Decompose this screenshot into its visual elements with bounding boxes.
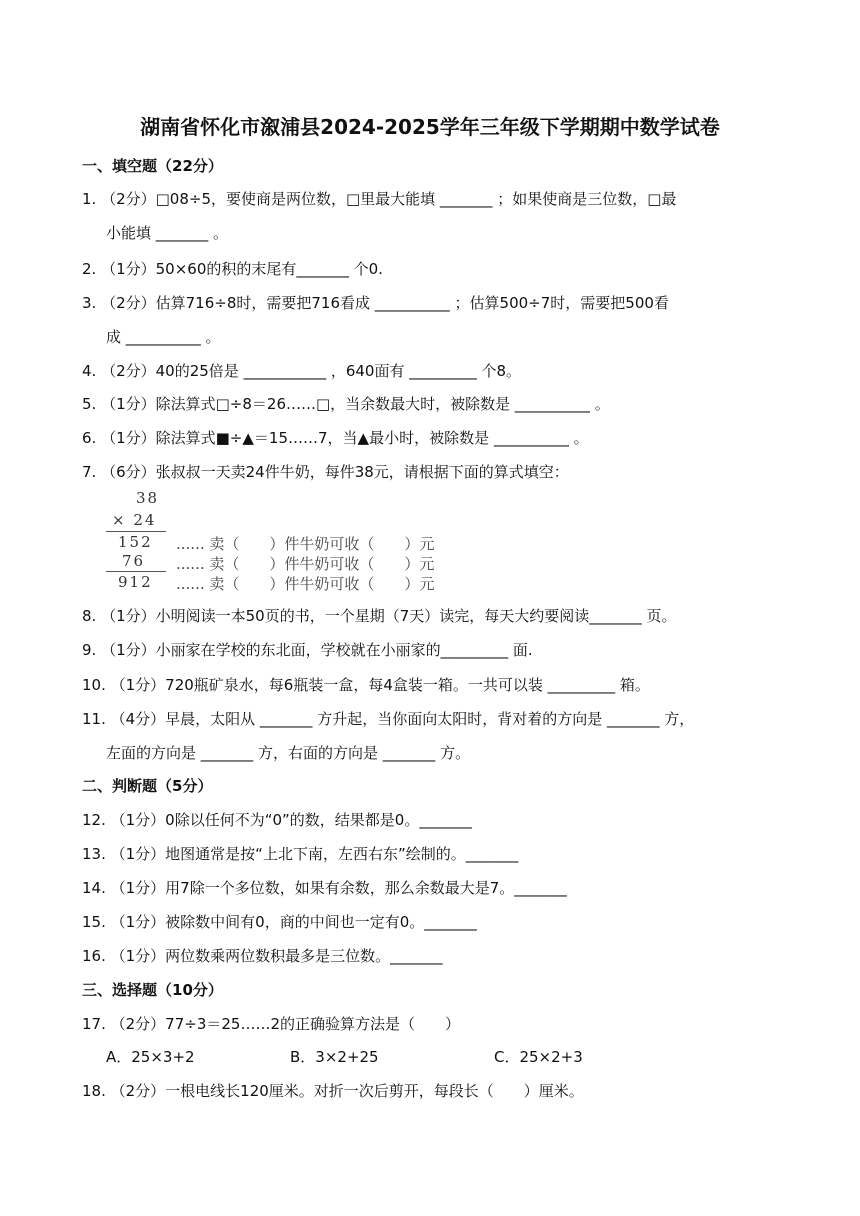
calc-product: 912	[118, 573, 153, 591]
question-11: 11. （4分）早晨，太阳从 _______ 方升起，当你面向太阳时，背对着的方向是 _______ 方，	[82, 710, 695, 728]
question-9: 9. （1分）小丽家在学校的东北面，学校就在小丽家的_________ 面.	[82, 641, 533, 659]
question-3-continued: 成 __________ 。	[106, 328, 221, 346]
question-5: 5. （1分）除法算式□÷8＝26……□，当余数最大时，被除数是 __________ 。	[82, 395, 610, 413]
page-title: 湖南省怀化市溆浦县2024-2025学年三年级下学期期中数学试卷	[140, 115, 720, 139]
question-13: 13. （1分）地图通常是按“上北下南，左西右东”绘制的。_______	[82, 845, 519, 863]
question-14: 14. （1分）用7除一个多位数，如果有余数，那么余数最大是7。_______	[82, 879, 567, 897]
calc-partial-product-1: 152	[118, 533, 153, 551]
question-4: 4. （2分）40的25倍是 ___________ ，640面有 _________ 个8。	[82, 362, 522, 380]
question-3: 3. （2分）估算716÷8时，需要把716看成 __________ ；估算500÷7时，需要把500看	[82, 294, 669, 312]
calc-multiplicand: 38	[136, 489, 160, 507]
question-16: 16. （1分）两位数乘两位数积最多是三位数。_______	[82, 947, 443, 965]
calc-description-2: ...... 卖（ ）件牛奶可收（ ）元	[176, 555, 435, 573]
question-10: 10. （1分）720瓶矿泉水，每6瓶装一盒，每4盒装一箱。一共可以装 _________ 箱。	[82, 676, 650, 694]
question-1-continued: 小能填 _______ 。	[106, 224, 229, 242]
section-heading-fill-blank: 一、填空题（22分）	[82, 157, 223, 175]
question-11-continued: 左面的方向是 _______ 方，右面的方向是 _______ 方。	[106, 744, 471, 762]
question-12: 12. （1分）0除以任何不为“0”的数，结果都是0。_______	[82, 811, 472, 829]
question-18: 18. （2分）一根电线长120厘米。对折一次后剪开，每段长（ ）厘米。	[82, 1082, 584, 1100]
question-7: 7. （6分）张叔叔一天卖24件牛奶，每件38元，请根据下面的算式填空：	[82, 463, 569, 481]
question-2: 2. （1分）50×60的积的末尾有_______ 个0.	[82, 260, 383, 278]
question-15: 15. （1分）被除数中间有0，商的中间也一定有0。_______	[82, 913, 477, 931]
question-1: 1. （2分）□08÷5，要使商是两位数，□里最大能填 _______ ；如果使商是三位数，□最	[82, 190, 677, 208]
calc-description-1: ...... 卖（ ）件牛奶可收（ ）元	[176, 535, 435, 553]
section-heading-true-false: 二、判断题（5分）	[82, 777, 213, 795]
calc-description-3: ...... 卖（ ）件牛奶可收（ ）元	[176, 575, 435, 593]
calc-line-2	[106, 571, 166, 572]
question-17-option-c: C．25×2+3	[494, 1048, 583, 1066]
question-8: 8. （1分）小明阅读一本50页的书，一个星期（7天）读完，每天大约要阅读_______ 页。	[82, 607, 677, 625]
calc-partial-product-2: 76	[122, 552, 146, 570]
question-17: 17. （2分）77÷3＝25……2的正确验算方法是（ ）	[82, 1015, 460, 1033]
calc-multiplier: × 24	[112, 511, 157, 529]
vertical-multiplication-figure	[100, 487, 462, 595]
section-heading-multiple-choice: 三、选择题（10分）	[82, 981, 223, 999]
question-6: 6. （1分）除法算式■÷▲＝15……7，当▲最小时，被除数是 __________ 。	[82, 429, 589, 447]
question-17-option-a: A．25×3+2	[106, 1048, 195, 1066]
question-17-option-b: B．3×2+25	[290, 1048, 379, 1066]
calc-line-1	[106, 531, 166, 532]
